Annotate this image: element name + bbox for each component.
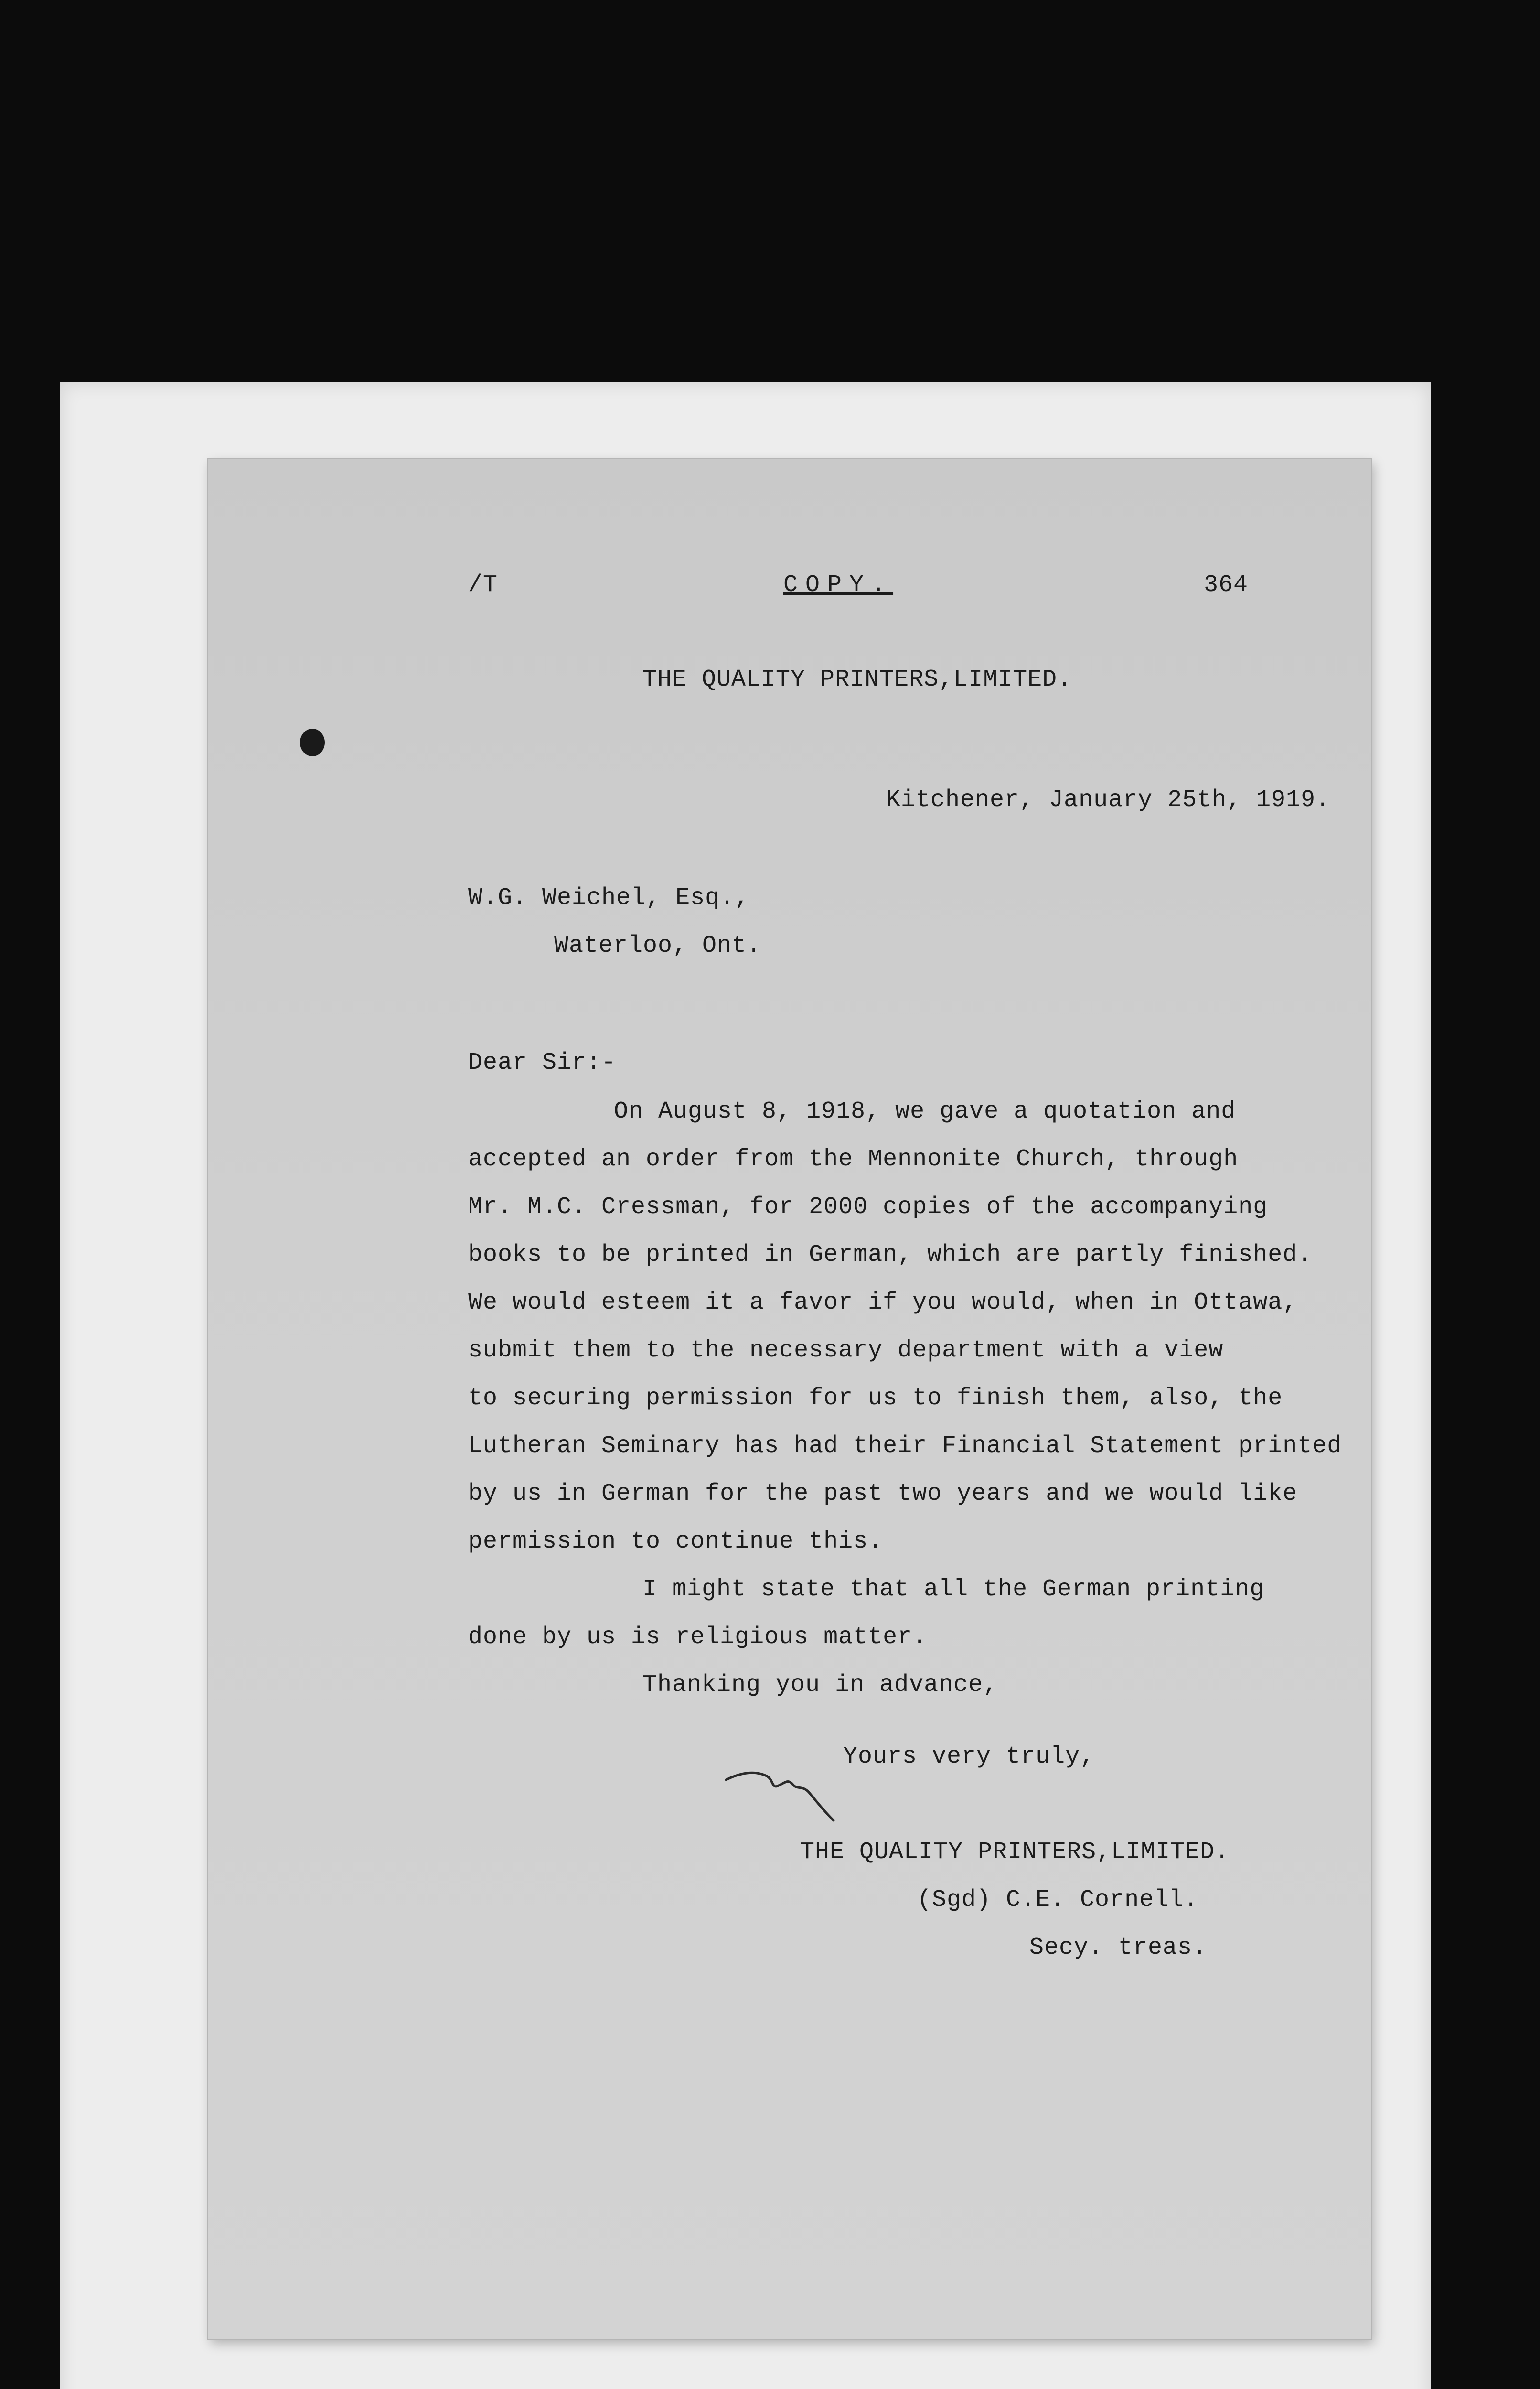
recipient-location: Waterloo, Ont. <box>554 932 762 959</box>
signature-title: Secy. treas. <box>1029 1934 1208 1961</box>
body-line: Lutheran Seminary has had their Financial Statement printed <box>468 1432 1342 1460</box>
reference-mark: /T <box>468 571 498 599</box>
signature-name: (Sgd) C.E. Cornell. <box>917 1886 1199 1914</box>
letterhead: THE QUALITY PRINTERS,LIMITED. <box>642 666 1072 693</box>
body-line: done by us is religious matter. <box>468 1624 928 1651</box>
place-date: Kitchener, January 25th, 1919. <box>886 786 1331 814</box>
body-line: I might state that all the German printing <box>642 1576 1265 1603</box>
body-line: We would esteem it a favor if you would, when in Ottawa, <box>468 1289 1298 1316</box>
body-line: accepted an order from the Mennonite Church, through <box>468 1146 1239 1173</box>
page-number: 364 <box>1204 571 1249 599</box>
signature-company: THE QUALITY PRINTERS,LIMITED. <box>800 1839 1230 1866</box>
body-line: submit them to the necessary department with a view <box>468 1337 1224 1364</box>
body-line: to securing permission for us to finish them, also, the <box>468 1385 1283 1412</box>
body-line: books to be printed in German, which are partly finished. <box>468 1241 1313 1269</box>
closing: Yours very truly, <box>843 1743 1095 1770</box>
salutation: Dear Sir:- <box>468 1049 617 1076</box>
body-line: Mr. M.C. Cressman, for 2000 copies of the accompanying <box>468 1194 1268 1221</box>
body-line: permission to continue this. <box>468 1528 883 1555</box>
punch-hole <box>300 729 325 756</box>
copy-title: COPY. <box>783 571 894 599</box>
signature-mark <box>721 1756 845 1828</box>
body-line: by us in German for the past two years and we would like <box>468 1480 1298 1507</box>
body-line: Thanking you in advance, <box>642 1671 998 1699</box>
recipient-name: W.G. Weichel, Esq., <box>468 884 750 912</box>
body-line: On August 8, 1918, we gave a quotation and <box>614 1098 1236 1125</box>
